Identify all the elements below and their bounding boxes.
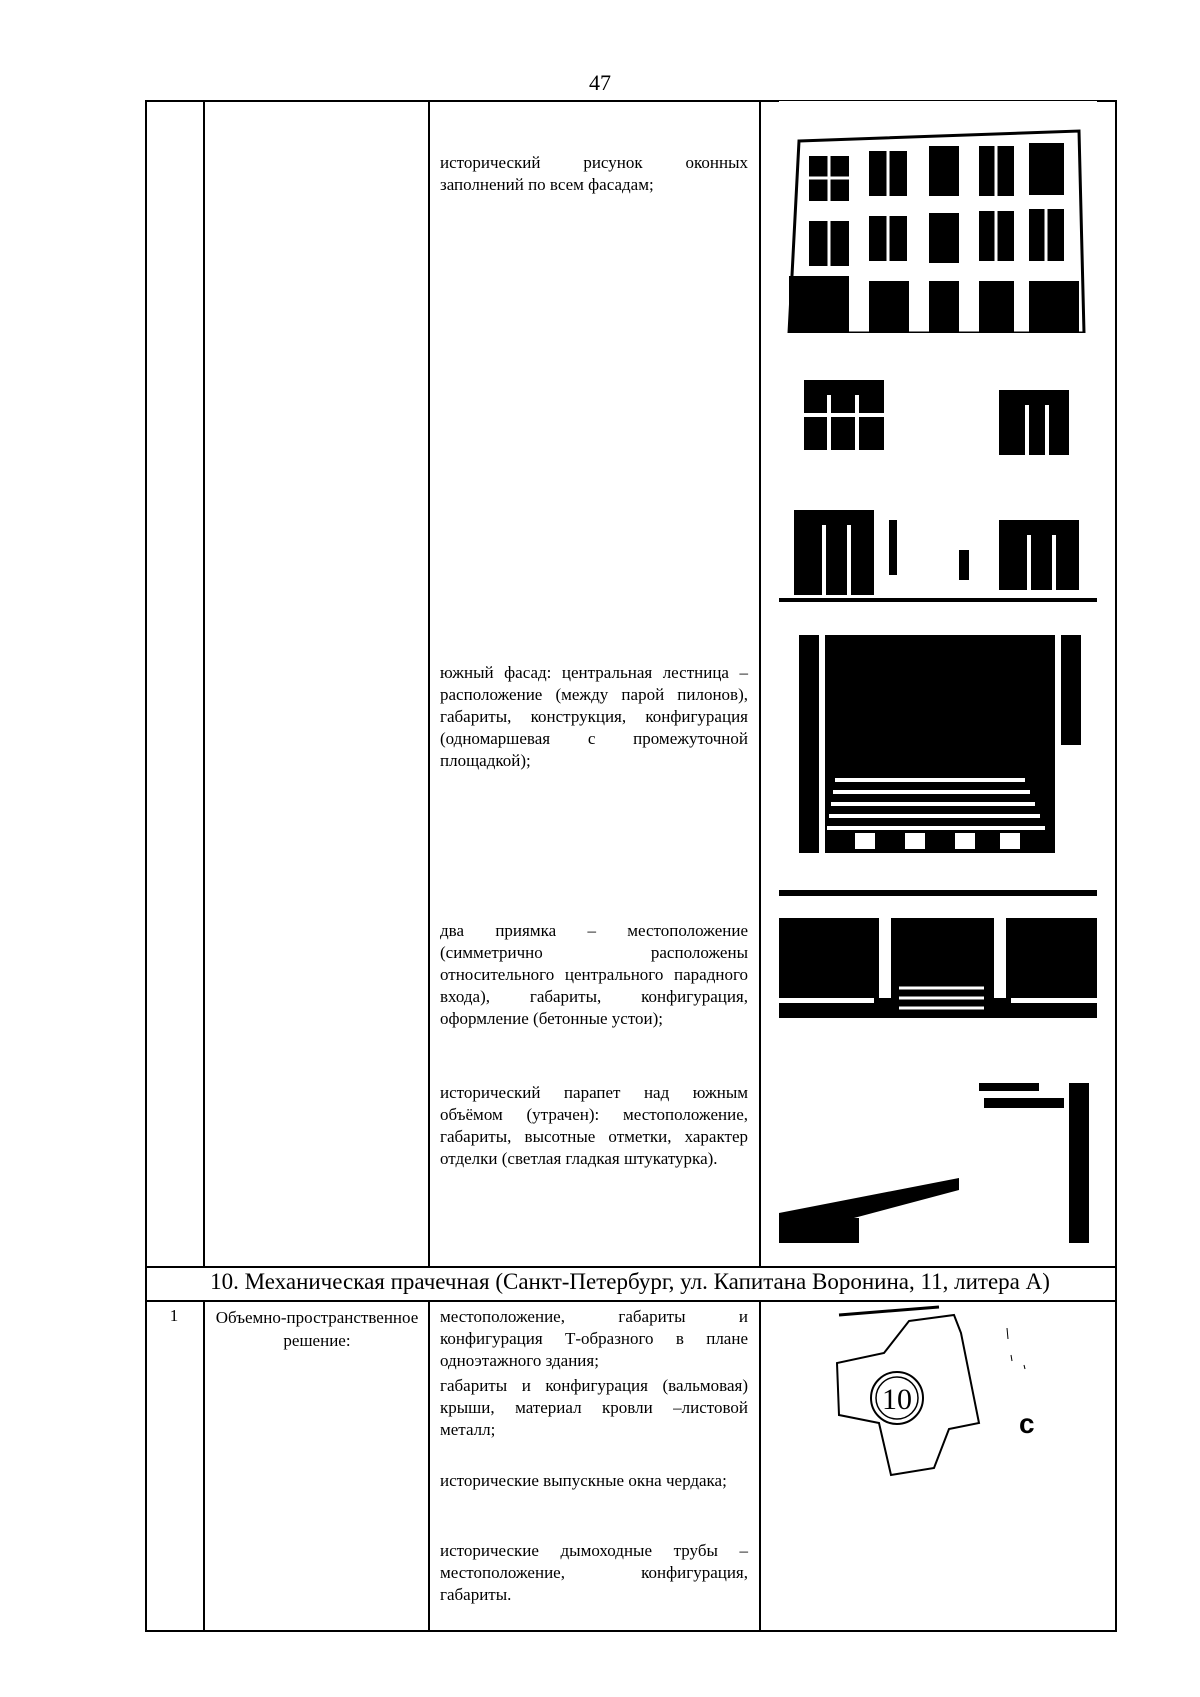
pits-text: два приямка – местоположение (симметрично расположены относительного центрального парадного входа), габариты, конфигурация, оформление (бетонные устои); xyxy=(440,921,748,1028)
row-number: 1 xyxy=(169,1306,179,1325)
staircase-text: южный фасад: центральная лестница – расположение (между парой пилонов), габариты, конструкция, конфигурация (одномаршевая с промежуточной площадкой); xyxy=(440,663,748,770)
item-roof-text: габариты и конфигурация (вальмовая) крыши, материал кровли –листовой металл; xyxy=(440,1376,748,1439)
entrance-pits-photo xyxy=(779,888,1097,1040)
parapet-text: исторический парапет над южным объёмом (утрачен): местоположение, габариты, высотные отметки, характер отделки (светлая гладкая штукатурка). xyxy=(440,1083,748,1168)
row-name: Объемно-пространственное решение: xyxy=(215,1308,419,1350)
svg-text:c: c xyxy=(1019,1408,1035,1439)
parapet-photo xyxy=(779,1078,1097,1243)
window-openings-photo xyxy=(779,370,1097,605)
page-number: 47 xyxy=(589,70,611,95)
building-facade-windows-photo xyxy=(779,101,1097,333)
item-location-text: местоположение, габариты и конфигурация Т-образного в плане одноэтажного здания; xyxy=(440,1307,748,1370)
item-chimneys-text: исторические дымоходные трубы – местоположение, конфигурация, габариты. xyxy=(440,1541,748,1604)
site-plan-icon xyxy=(779,1303,1097,1483)
central-staircase-photo xyxy=(795,635,1085,853)
section-title: 10. Механическая прачечная (Санкт-Петербург, ул. Капитана Воронина, 11, литера А) xyxy=(210,1269,1050,1294)
site-plan-number: 10 xyxy=(882,1383,912,1416)
item-dormer-windows-text: исторические выпускные окна чердака; xyxy=(440,1471,727,1490)
facade-windows-text: исторический рисунок оконных заполнений по всем фасадам; xyxy=(440,153,748,194)
